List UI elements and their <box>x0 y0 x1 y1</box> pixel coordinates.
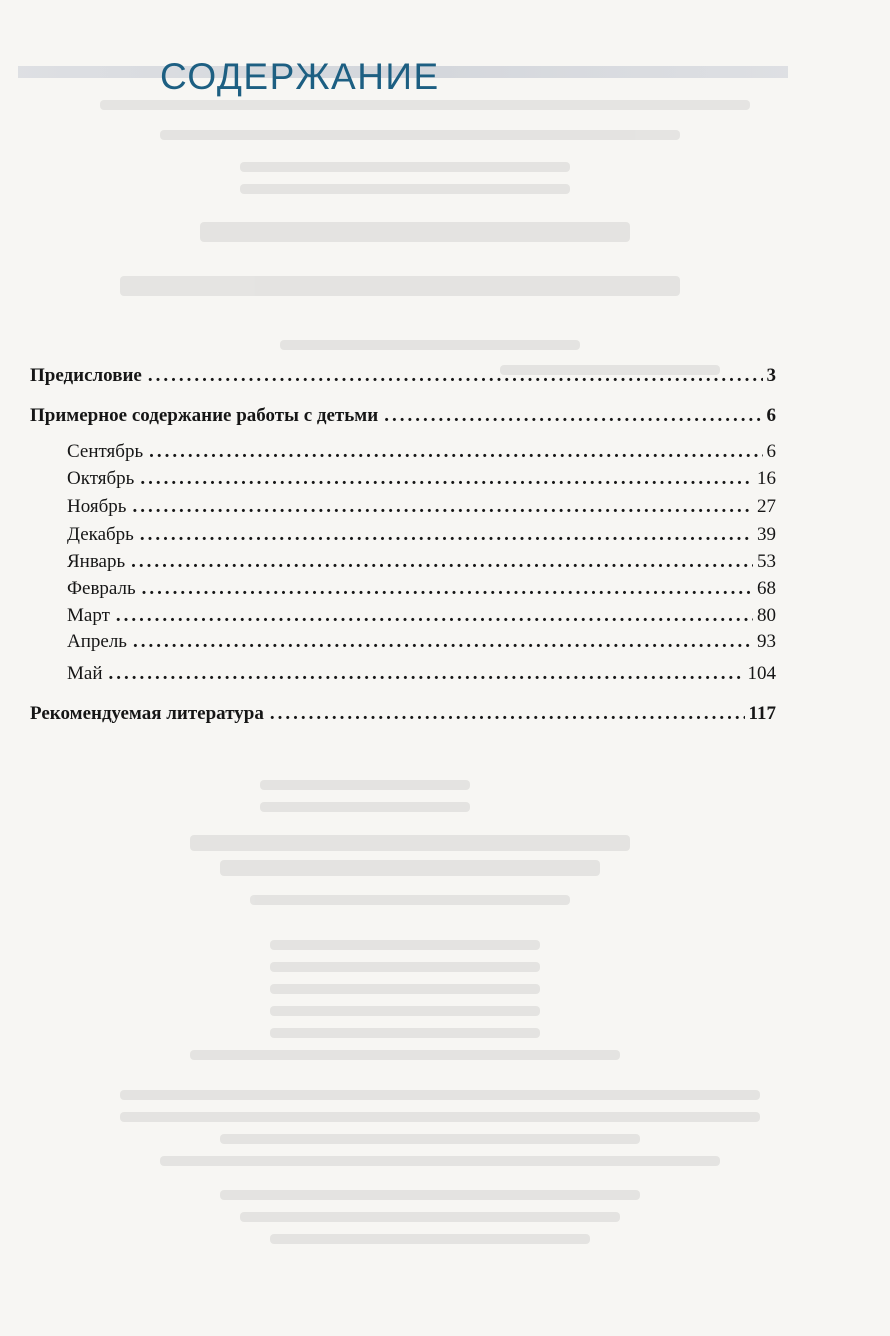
toc-entry-label: Примерное содержание работы с детьми <box>30 405 379 426</box>
toc-entry-april[interactable] <box>30 630 776 654</box>
toc-leader-dots <box>270 702 745 726</box>
toc-entry-page: 117 <box>748 703 776 724</box>
toc-entry-label: Январь <box>67 551 126 572</box>
toc-entry-page: 16 <box>757 468 776 489</box>
toc-entry-label: Октябрь <box>67 468 135 489</box>
toc-entry-page: 6 <box>766 405 776 426</box>
toc-entry-label: Декабрь <box>67 524 134 545</box>
toc-leader-dots <box>149 440 762 464</box>
toc-entry-page: 3 <box>766 365 776 386</box>
toc-entry-label: Май <box>67 663 103 684</box>
toc-entry-label: Сентябрь <box>67 441 144 462</box>
toc-entry-label: Март <box>67 605 110 626</box>
toc-leader-dots <box>384 404 762 428</box>
toc-entry-preface[interactable] <box>30 364 776 388</box>
toc-leader-dots <box>116 604 753 628</box>
toc-entry-may[interactable] <box>30 662 776 686</box>
toc-leader-dots <box>131 550 753 574</box>
toc-entry-page: 6 <box>766 441 776 462</box>
toc-leader-dots <box>140 523 753 547</box>
toc-leader-dots <box>133 630 753 654</box>
toc-leader-dots <box>148 364 763 388</box>
toc-entry-page: 27 <box>757 496 776 517</box>
toc-entry-label: Предисловие <box>30 365 142 386</box>
toc-entry-page: 39 <box>757 524 776 545</box>
toc-entry-page: 68 <box>757 578 776 599</box>
page-title: СОДЕРЖАНИЕ <box>160 56 440 97</box>
toc-entry-label: Рекомендуемая литература <box>30 703 264 724</box>
toc-entry-page: 93 <box>757 631 776 652</box>
toc-entry-december[interactable] <box>30 523 776 547</box>
toc-entry-march[interactable] <box>30 604 776 628</box>
toc-entry-page: 53 <box>757 551 776 572</box>
toc-entry-page: 104 <box>747 663 776 684</box>
toc-entry-literature[interactable] <box>30 702 776 726</box>
toc-leader-dots <box>109 662 744 686</box>
toc-entry-work-content[interactable] <box>30 404 776 428</box>
toc-entry-label: Ноябрь <box>67 496 127 517</box>
toc-entry-september[interactable] <box>30 440 776 464</box>
toc-entry-label: Апрель <box>67 631 127 652</box>
toc-entry-january[interactable] <box>30 550 776 574</box>
toc-leader-dots <box>142 577 753 601</box>
toc-leader-dots <box>140 467 753 491</box>
toc-entry-page: 80 <box>757 605 776 626</box>
toc-leader-dots <box>132 495 753 519</box>
toc-entry-november[interactable] <box>30 495 776 519</box>
toc-entry-october[interactable] <box>30 467 776 491</box>
toc-entry-february[interactable] <box>30 577 776 601</box>
toc-entry-label: Февраль <box>67 578 136 599</box>
